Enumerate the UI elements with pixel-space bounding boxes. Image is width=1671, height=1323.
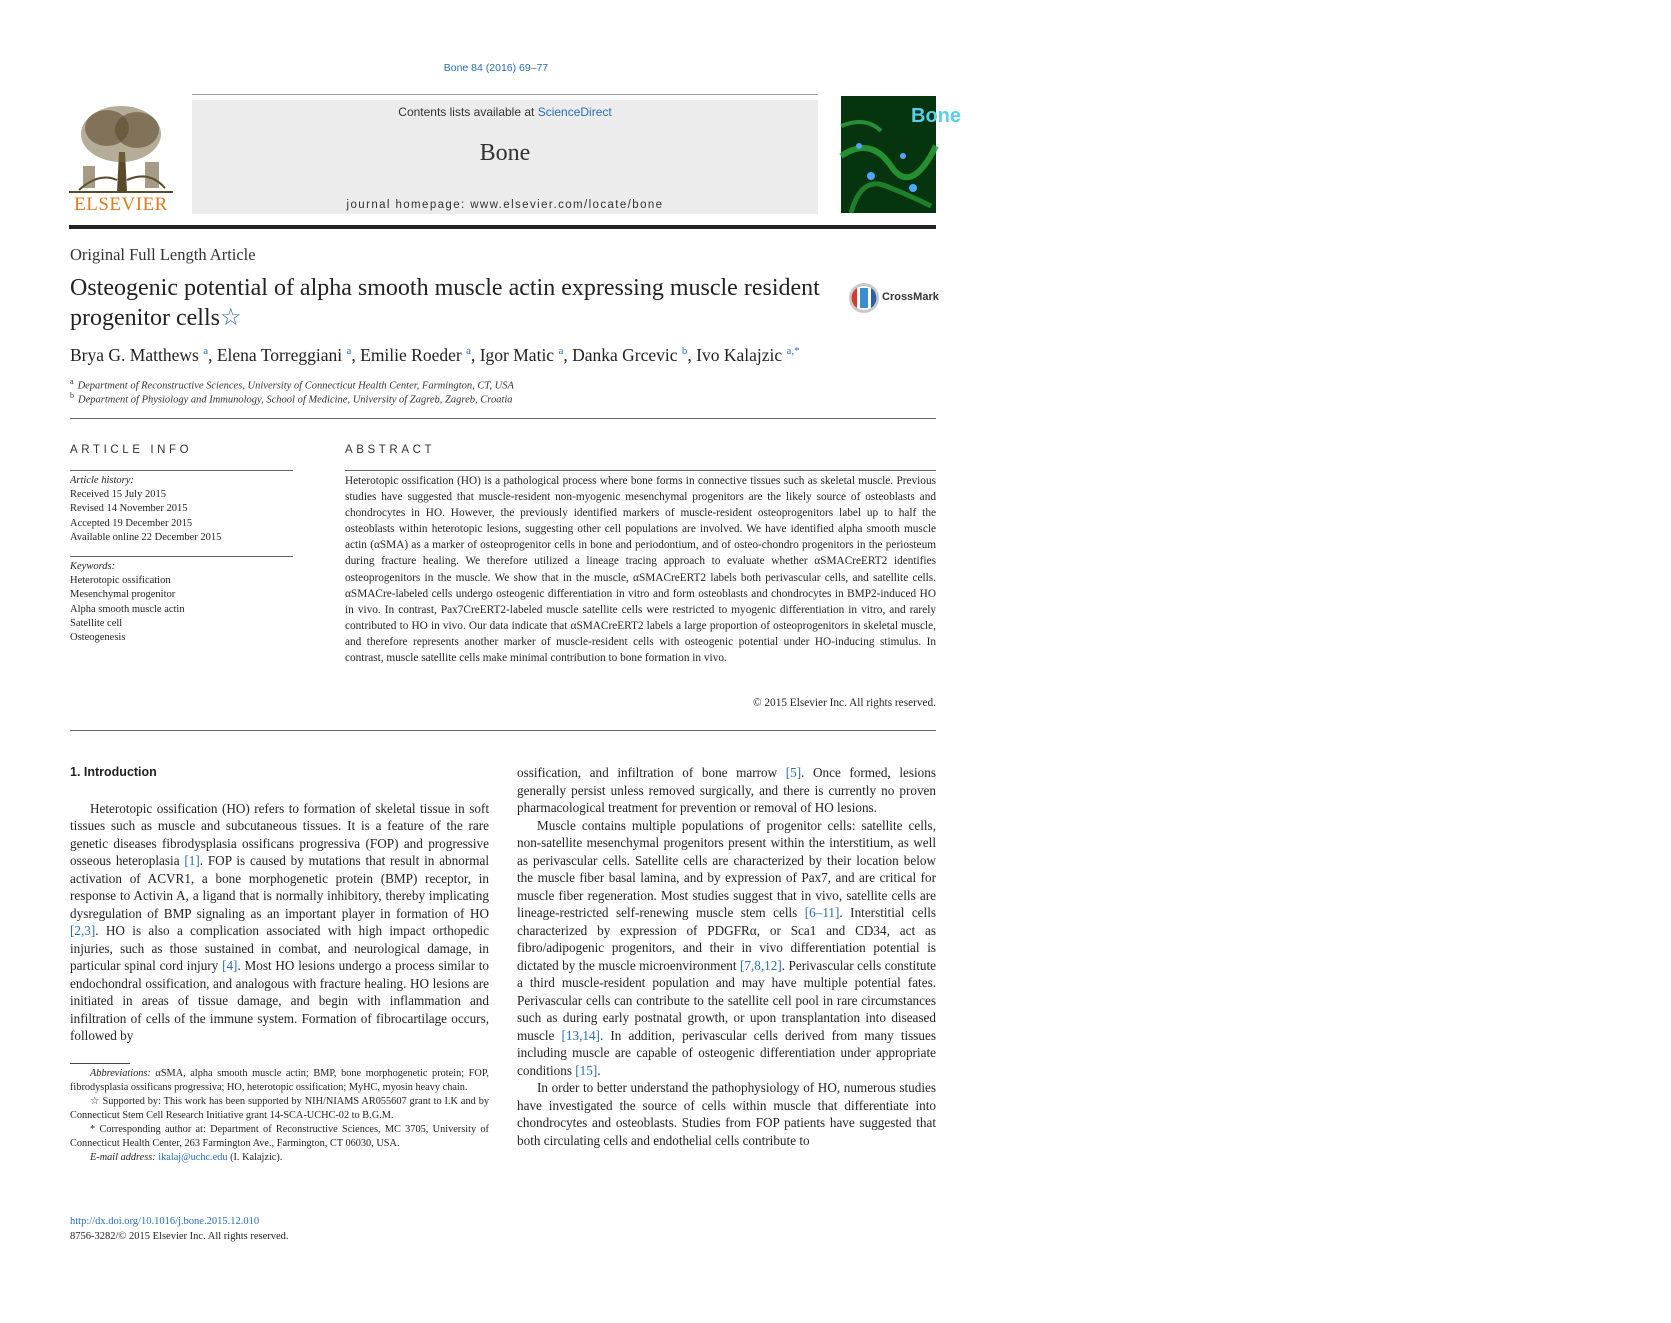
affiliation-mark: b (70, 391, 74, 400)
title-footnote-mark[interactable]: ☆ (219, 305, 242, 331)
email-link[interactable]: ikalaj@uchc.edu (158, 1152, 228, 1163)
body-text: Muscle contains multiple populations of progenitor cells: satellite cells, non-satellite mesenchymal progenitors present within the interstitium, as well as perivascular cells. Satellite cells are characterized by their location below the muscle fiber basal lamina, and by expression of Pax7, and are critical for muscle fiber regeneration. Most studies suggest that in vivo, satellite cells are lineage-restricted self-renewing muscle stem cells (517, 817, 936, 920)
reference-link[interactable]: [6–11] (804, 905, 840, 920)
header-rule (69, 225, 936, 229)
author-name: Brya G. Matthews (70, 345, 199, 365)
journal-masthead (192, 100, 818, 214)
reference-link[interactable]: [7,8,12] (740, 957, 782, 973)
body-left-column (70, 764, 489, 1045)
abstract-heading: ABSTRACT (345, 444, 436, 456)
article-info-heading: ARTICLE INFO (70, 444, 193, 456)
journal-name: Bone (479, 140, 531, 166)
affiliation-b (70, 391, 513, 406)
header-divider (192, 94, 818, 95)
author-list: Brya G. Matthews $^a$, Elena Torreggiani $^a$, Emilie Roeder $^a$, Igor Matic $^a$, Danka Grcevic $^b$, Ivo Kalajzic $^{a,*}$ (70, 345, 800, 365)
history-item: Received 15 July 2015 (70, 489, 166, 501)
footnote-corresponding (70, 1123, 489, 1151)
keywords (70, 560, 185, 645)
keywords-label: Keywords: (70, 561, 116, 572)
reference-link[interactable]: [15] (575, 1062, 598, 1078)
body-paragraph (517, 817, 936, 1080)
footnote-email (70, 1151, 489, 1165)
article-history (70, 474, 221, 545)
author-affil-mark[interactable]: a (203, 345, 209, 358)
history-label: Article history: (70, 475, 134, 486)
body-text: . (597, 1062, 601, 1078)
doi-block (70, 1214, 289, 1244)
footnote-abbreviations (70, 1067, 489, 1095)
reference-link[interactable]: [1] (184, 853, 200, 868)
body-right-column (517, 764, 936, 1149)
author-affil-mark[interactable]: b (681, 345, 688, 358)
reference-link[interactable]: [4] (222, 958, 238, 973)
author-affil-mark[interactable]: a (466, 345, 471, 358)
journal-homepage[interactable]: journal homepage: www.elsevier.com/locate/bone (346, 199, 664, 211)
body-paragraph (70, 800, 489, 1045)
author-affil-mark[interactable]: a (558, 345, 564, 358)
body-text: . Perivascular cells constitute a third muscle-resident population and may have multiple potential fates. Perivascular cells can contribute to the satellite cell pool in rare circumstances such as during early postnatal growth, or upon transplantation into diseased muscle (517, 957, 936, 1043)
abstract-rule (345, 470, 936, 471)
history-item: Available online 22 December 2015 (70, 531, 222, 543)
reference-link[interactable]: [2,3] (70, 923, 96, 938)
issn-line: 8756-3282/© 2015 Elsevier Inc. All rights reserved. (70, 1231, 289, 1242)
reference-link[interactable]: [5] (785, 765, 802, 780)
abstract-text: Heterotopic ossification (HO) is a pathological process where bone forms in connective tissues such as skeletal muscle. Previous studies have suggested that muscle-resident non-myogenic mesenchymal progenitors are the likely source of osteoblasts and chondrocytes in HO. However, the previously identified markers of muscle-resident osteoprogenitors label up to half the osteoblasts within heterotopic lesions, suggesting other cell populations are involved. We have identified alpha smooth muscle actin (αSMA) as a marker of osteoprogenitor cells in bone and periodontium, and of osteo-chondro progenitors in the periosteum during fracture healing. We therefore utilized a lineage tracing approach to evaluate whether αSMACreERT2 identifies osteoprogenitors in the muscle. We show that in the muscle, αSMACreERT2 labels both perivascular cells, and satellite cells. αSMACre-labeled cells undergo osteogenic differentiation in vitro and form osteoblasts and chondrocytes in BMP2-induced HO in vivo. In contrast, Pax7CreERT2-labeled muscle satellite cells were restricted to myogenic differentiation in vitro, and rarely contributed to HO in vivo. Our data indicate that αSMACreERT2 labels a large proportion of osteoprogenitors in skeletal muscle, and therefore represents another marker of muscle-resident cells with osteogenic potential under HO-inducing stimulus. In contrast, muscle satellite cells make minimal contribution to bone formation in vivo. (345, 475, 936, 665)
journal-citation[interactable]: Bone 84 (2016) 69–77 (443, 62, 549, 74)
body-text: . HO is also a complication associated with high impact orthopedic injuries, such as those sustained in combat, and neurological damage, in particular spinal cord injury (70, 923, 489, 973)
author-name: Danka Grcevic (572, 345, 678, 365)
affiliation-text: Department of Reconstructive Sciences, University of Connecticut Health Center, Farmington, CT, USA (77, 380, 514, 392)
email-label: E-mail address: (90, 1152, 156, 1163)
article-type: Original Full Length Article (70, 245, 256, 264)
abstract-bottom-rule (70, 730, 936, 731)
affiliation-text: Department of Physiology and Immunology, School of Medicine, University of Zagreb, Zagreb, Croatia (78, 394, 513, 406)
body-paragraph: In order to better understand the pathophysiology of HO, numerous studies have investigated the source of cells within muscle that differentiate into chondrocytes and osteoblasts. Studies from FOP patients have suggested that both circulating cells and endothelial cells contribute to (517, 1080, 936, 1148)
footnote-mark: * (90, 1124, 96, 1135)
footnotes (70, 1067, 489, 1165)
footnote-text: (I. Kalajzic). (227, 1152, 283, 1163)
article-info-rule (70, 470, 293, 471)
keyword: Heterotopic ossification (70, 575, 171, 587)
footnote-text: Corresponding author at: Department of Reconstructive Sciences, MC 3705, University of Connecticut Health Center, 263 Farmington Ave., Farmington, CT 06030, USA. (70, 1124, 489, 1149)
journal-cover[interactable] (841, 96, 961, 213)
keyword: Alpha smooth muscle actin (70, 603, 185, 615)
article-title-text: Osteogenic potential of alpha smooth muscle actin expressing muscle resident progenitor cells (70, 275, 820, 331)
keyword: Satellite cell (70, 617, 123, 629)
keyword: Osteogenesis (70, 632, 126, 644)
body-text: . FOP is caused by mutations that result in abnormal activation of ACVR1, a bone morphogenetic protein (BMP) receptor, in response to Activin A, a ligand that is normally inhibitory, thereby implicating dysregulation of BMP signaling as an important player in formation of HO (70, 853, 489, 921)
body-paragraph (517, 764, 936, 817)
crossmark-icon (848, 282, 880, 314)
crossmark-badge[interactable] (848, 282, 938, 314)
author-name: Igor Matic (479, 345, 555, 365)
body-text: . Most HO lesions undergo a process similar to endochondral ossification, and analogous with fracture healing. HO lesions are initiated in areas of tissue damage, and begin with inflammation and infiltration of cells of the immune system. Formation of fibrocartilage occurs, followed by (70, 958, 489, 1043)
author-affil-mark[interactable]: a,* (786, 345, 800, 358)
doi-link[interactable]: http://dx.doi.org/10.1016/j.bone.2015.12.010 (70, 1216, 260, 1227)
crossmark-label: CrossMark (882, 291, 939, 303)
body-text: ossification, and infiltration of bone marrow (517, 765, 786, 780)
cover-title: Bone (911, 105, 961, 127)
section-heading-introduction: 1. Introduction (70, 765, 157, 779)
elsevier-logo (69, 102, 173, 216)
footnote-text: αSMA, alpha smooth muscle actin; BMP, bone morphogenetic protein; FOP, fibrodysplasia ossificans progressiva; HO, heterotopic ossification; MyHC, myosin heavy chain. (70, 1068, 489, 1093)
author-affil-mark[interactable]: a (346, 345, 352, 358)
affiliation-mark: a (70, 377, 74, 386)
footnote-mark: ☆ (90, 1096, 100, 1107)
reference-link[interactable]: [13,14] (561, 1027, 600, 1043)
body-text: . In addition, perivascular cells derived from many tissues including muscle are capable of osteogenic differentiation under appropriate conditions (517, 1027, 936, 1078)
contents-prefix: Contents lists available at (398, 105, 538, 119)
author-name: Elena Torreggiani (216, 345, 343, 365)
footnote-label: Abbreviations: (90, 1068, 151, 1079)
author-name: Emilie Roeder (360, 345, 462, 365)
footnote-support (70, 1095, 489, 1123)
author-name: Ivo Kalajzic (696, 345, 783, 365)
body-text: . Once formed, lesions generally persist unless removed surgically, and there is currently no proven pharmacological treatment for prevention or removal of HO lesions. (517, 765, 936, 815)
elsevier-tree-icon (69, 102, 173, 194)
affiliation-a (70, 377, 514, 392)
contents-line (192, 105, 818, 119)
body-text: Heterotopic ossification (HO) refers to formation of skeletal tissue in soft tissues such as muscle and subcutaneous tissues. It is a feature of the rare genetic diseases fibrodysplasia ossificans progressiva (FOP) and progressive osseous heteroplasia (70, 800, 489, 868)
keyword: Mesenchymal progenitor (70, 589, 176, 601)
sciencedirect-link[interactable]: ScienceDirect (537, 105, 612, 119)
history-item: Revised 14 November 2015 (70, 503, 188, 515)
keywords-rule (70, 556, 293, 557)
affiliation-divider (70, 418, 936, 419)
body-text: . Interstitial cells characterized by expression of PDGFRα, or Sca1 and CD34, act as fibro/adipogenic progenitors, and their in vivo differentiation potential is dictated by the muscle microenvironment (517, 905, 936, 973)
footnote-text: Supported by: This work has been supported by NIH/NIAMS AR055607 grant to I.K and by Connecticut Stem Cell Research Initiative grant 14-SCA-UCHC-02 to B.G.M. (70, 1096, 490, 1121)
footnote-divider (70, 1063, 130, 1064)
history-item: Accepted 19 December 2015 (70, 517, 193, 529)
elsevier-wordmark: ELSEVIER (74, 194, 168, 215)
article-title (70, 273, 830, 333)
abstract-copyright: © 2015 Elsevier Inc. All rights reserved. (752, 697, 936, 709)
